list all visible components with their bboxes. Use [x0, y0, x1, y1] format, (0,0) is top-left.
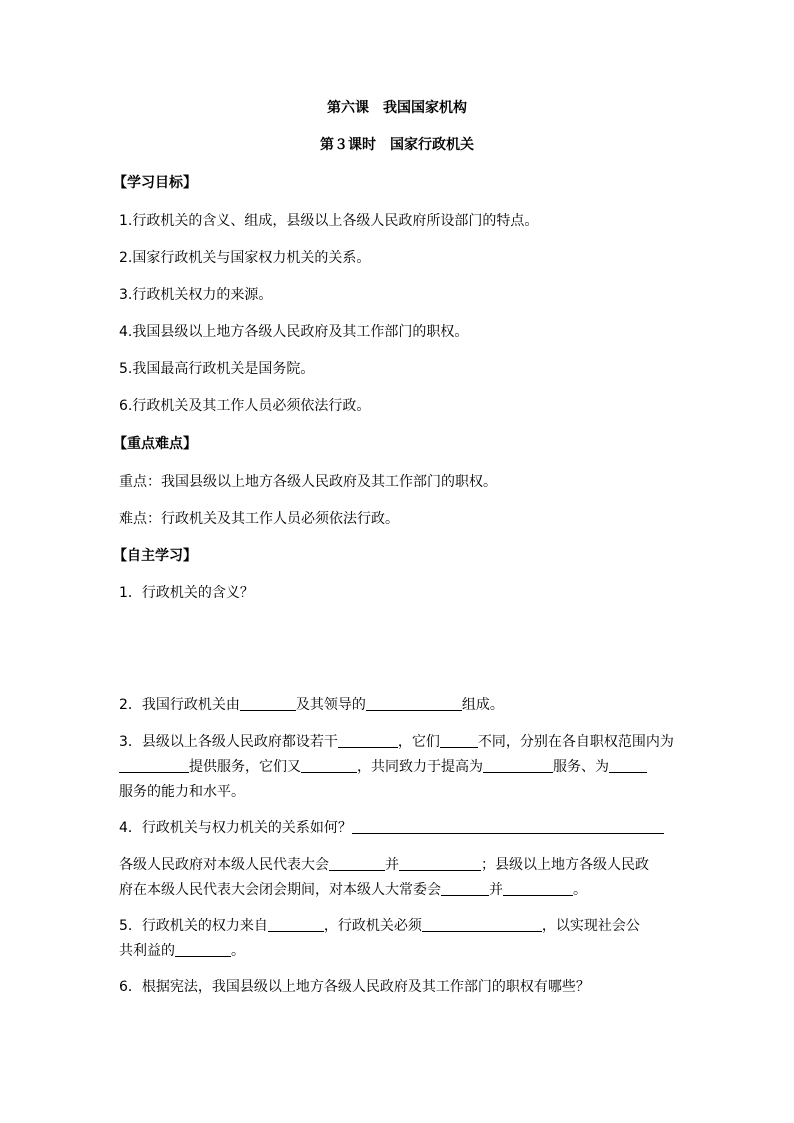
key-difficulty: 难点：行政机关及其工作人员必须依法行政。	[119, 511, 399, 527]
answer-blank[interactable]	[338, 733, 398, 748]
key-focus: 重点：我国县级以上地方各级人民政府及其工作部门的职权。	[119, 474, 497, 490]
answer-blank[interactable]	[440, 733, 478, 748]
goal-item: 6.行政机关及其工作人员必须依法行政。	[119, 398, 371, 414]
goal-item: 1.行政机关的含义、组成，县级以上各级人民政府所设部门的特点。	[119, 213, 539, 229]
question-5-line-2: 共利益的 。	[119, 943, 245, 959]
question-3-line-1: 3．县级以上各级人民政府都设若干 ，它们 不同，分别在各自职权范围内为	[119, 734, 674, 750]
answer-blank[interactable]	[240, 696, 296, 711]
section-heading-key: 【重点难点】	[113, 436, 197, 452]
question-5: 5．行政机关的权力来自 ，行政机关必须 ，以实现社会公	[119, 918, 640, 934]
answer-blank[interactable]	[399, 856, 481, 871]
question-4-line-2: 各级人民政府对本级人民代表大会 并 ；县级以上地方各级人民政	[119, 857, 649, 873]
answer-blank[interactable]	[175, 942, 231, 957]
goal-item: 3.行政机关权力的来源。	[119, 287, 273, 303]
goal-item: 5.我国最高行政机关是国务院。	[119, 361, 315, 377]
answer-blank[interactable]	[268, 917, 324, 932]
section-heading-goals: 【学习目标】	[113, 175, 197, 191]
answer-blank[interactable]	[352, 819, 664, 834]
page-subtitle: 第３课时 国家行政机关	[320, 137, 474, 153]
question-4-line-3: 府在本级人民代表大会闭会期间，对本级人大常委会 并 。	[119, 882, 587, 898]
page-title: 第六课 我国国家机构	[327, 100, 467, 116]
question-4: 4．行政机关与权力机关的关系如何？	[119, 818, 664, 838]
answer-blank[interactable]	[119, 758, 189, 773]
question-1: 1．行政机关的含义？	[119, 585, 254, 601]
answer-blank[interactable]	[441, 881, 489, 896]
answer-blank[interactable]	[422, 917, 542, 932]
answer-blank[interactable]	[503, 881, 573, 896]
goal-item: 4.我国县级以上地方各级人民政府及其工作部门的职权。	[119, 324, 469, 340]
answer-blank[interactable]	[329, 856, 385, 871]
answer-blank[interactable]	[609, 758, 647, 773]
question-3-line-3: 服务的能力和水平。	[119, 784, 245, 800]
answer-blank[interactable]	[483, 758, 553, 773]
answer-blank[interactable]	[366, 696, 462, 711]
question-2: 2．我国行政机关由 及其领导的 组成。	[119, 697, 504, 713]
question-6: 6．根据宪法，我国县级以上地方各级人民政府及其工作部门的职权有哪些？	[119, 979, 590, 995]
question-3-line-2: 提供服务，它们又 ，共同致力于提高为 服务、为	[119, 757, 647, 777]
answer-blank[interactable]	[301, 758, 357, 773]
goal-item: 2.国家行政机关与国家权力机关的关系。	[119, 250, 371, 266]
section-heading-self: 【自主学习】	[113, 548, 197, 564]
